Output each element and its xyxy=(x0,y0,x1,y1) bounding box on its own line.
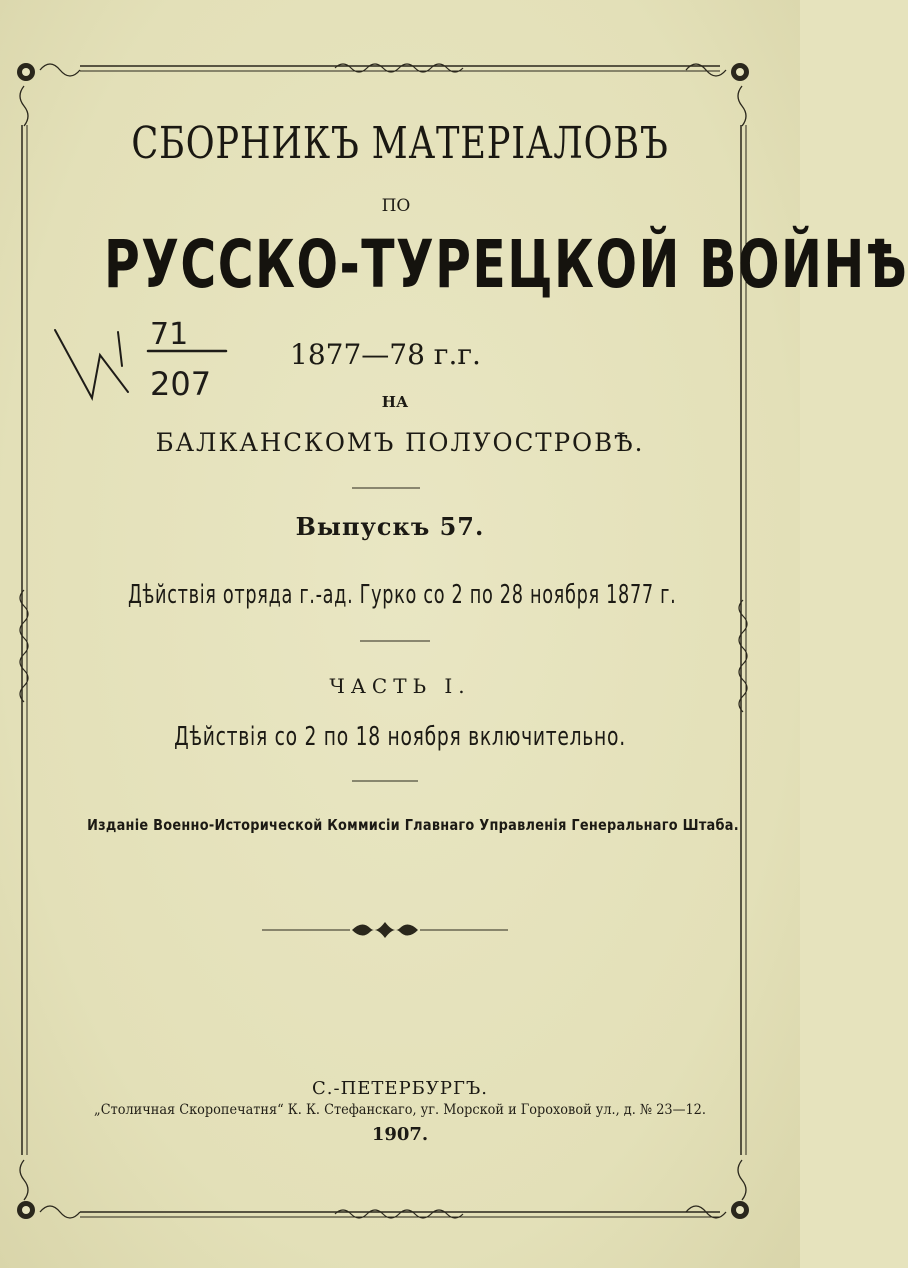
city: С.-ПЕТЕРБУРГЪ. xyxy=(312,1078,488,1099)
printer: „Столичная Скоропечатня“ К. К. Стефанскаго, уг. Морской и Гороховой ул., д. № 23—12. xyxy=(94,1102,706,1118)
actions-subtitle: Дѣйствія со 2 по 18 ноября включительно. xyxy=(174,722,626,752)
issue-number: Выпускъ 57. xyxy=(295,512,485,541)
shelfmark-bottom: 207 xyxy=(150,365,212,403)
publication-year: 1907. xyxy=(371,1124,429,1145)
years: 1877—78 г.г. xyxy=(290,338,481,371)
publisher: Изданіе Военно-Исторической Коммисіи Главнаго Управленія Генеральнаго Штаба. xyxy=(87,816,739,834)
title-line-1: СБОРНИКЪ МАТЕРІАЛОВЪ xyxy=(131,118,669,169)
preposition-po: ПО xyxy=(381,196,411,216)
handwritten-shelfmark xyxy=(55,317,226,403)
shelfmark-top: 71 xyxy=(150,317,189,352)
part-label: ЧАСТЬ I. xyxy=(329,674,471,698)
fleuron-divider-icon xyxy=(262,922,508,938)
peninsula-title: БАЛКАНСКОМЪ ПОЛУОСТРОВѢ. xyxy=(155,428,645,457)
preposition-na: НА xyxy=(381,393,409,411)
actions-title: Дѣйствія отряда г.-ад. Гурко со 2 по 28 ноября 1877 г. xyxy=(128,580,677,610)
title-line-2: РУССКО-ТУРЕЦКОЙ ВОЙНѢ xyxy=(104,226,908,303)
